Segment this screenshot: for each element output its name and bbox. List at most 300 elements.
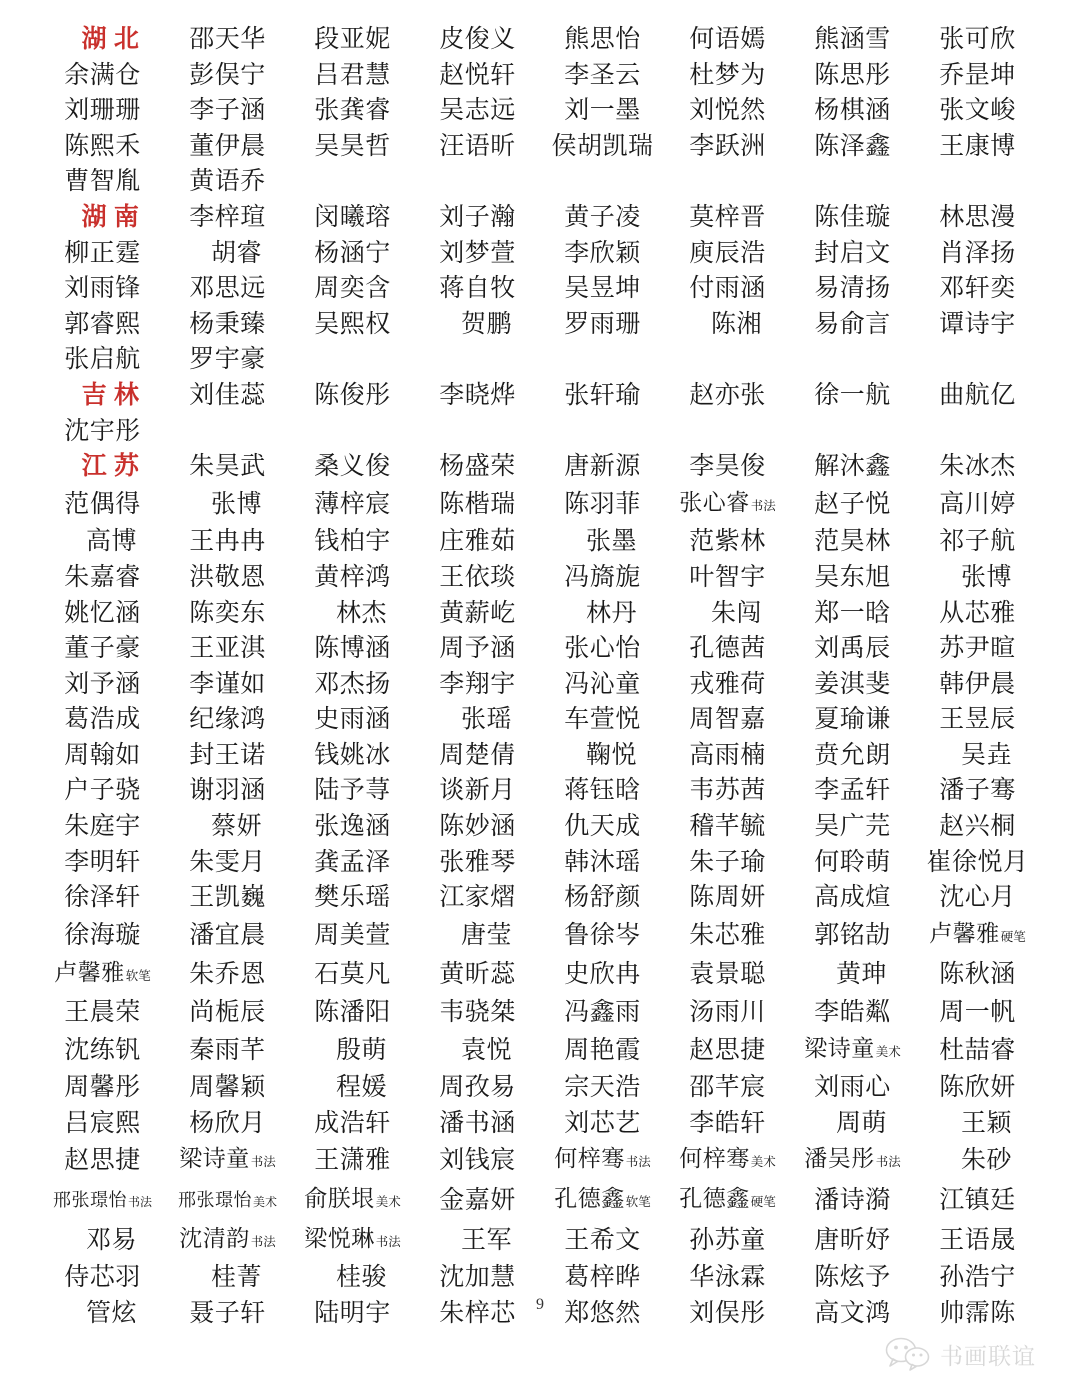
name-cell: 钱柏宇	[314, 528, 391, 556]
category-tag: 美术	[252, 1195, 277, 1209]
category-tag: 书法	[375, 1234, 401, 1249]
name-cell: 赵思捷	[64, 1147, 141, 1175]
name-cell: 张博	[960, 563, 1012, 591]
table-row	[40, 1260, 1040, 1296]
name-cell: 朱乔恩	[189, 961, 266, 989]
province-header: 江 苏	[81, 453, 140, 481]
name-cell: 鲁徐岑	[564, 921, 641, 949]
table-row	[40, 22, 1040, 58]
name-cell: 吴昱坤	[564, 275, 641, 303]
name-cell-annotated	[290, 1221, 415, 1261]
name-cell: 谢羽涵	[189, 777, 266, 805]
name-cell: 刘雨锋	[64, 275, 141, 303]
name-cell: 刘禹辰	[814, 635, 891, 663]
name-cell: 黄子凌	[564, 203, 641, 231]
table-row	[40, 414, 1040, 450]
table-row	[40, 995, 1040, 1031]
name-cell: 张瑶	[460, 706, 512, 734]
empty-cell	[915, 164, 1040, 200]
name-cell: 张心怡	[564, 635, 641, 663]
table-row	[40, 702, 1040, 738]
name-cell: 解沐鑫	[814, 453, 891, 481]
name-cell: 周萌	[835, 1109, 887, 1137]
name-cell: 朱冰杰	[939, 453, 1016, 481]
name-cell: 陈湘	[710, 310, 762, 338]
name-cell: 李子涵	[189, 97, 266, 125]
name-cell: 袁悦	[460, 1036, 512, 1064]
name-cell: 王语晟	[939, 1226, 1016, 1254]
name-cell: 潘子骞	[939, 777, 1016, 805]
category-tag: 书法	[750, 498, 776, 513]
name-cell: 沈加慧	[439, 1264, 516, 1292]
name-cell: 史雨涵	[314, 706, 391, 734]
name-cell: 吴志远	[439, 97, 516, 125]
name-cell: 易俞言	[814, 310, 891, 338]
name-cell: 李梓瑄	[189, 203, 266, 231]
name-cell: 曲航亿	[939, 381, 1016, 409]
name-cell: 周一帆	[939, 999, 1016, 1027]
name-cell: 石莫凡	[314, 961, 391, 989]
name-cell: 李晓烨	[439, 381, 516, 409]
person-name: 何梓骞	[679, 1146, 750, 1172]
name-cell: 王昱辰	[939, 706, 1016, 734]
name-cell: 刘子瀚	[439, 203, 516, 231]
person-name: 张心睿	[679, 489, 750, 515]
name-cell: 刘雨心	[814, 1074, 891, 1102]
name-cell-annotated	[40, 1181, 165, 1221]
name-cell: 高博	[85, 528, 137, 556]
table-row	[40, 845, 1040, 881]
name-cell: 郑悠然	[564, 1299, 641, 1327]
name-cell-annotated	[790, 1031, 915, 1071]
name-cell: 李皓粼	[814, 999, 891, 1027]
name-cell: 冯鑫雨	[564, 999, 641, 1027]
person-name: 邢张璟怡	[52, 1190, 127, 1210]
name-cell: 皮俊义	[439, 26, 516, 53]
name-cell: 朱闯	[710, 599, 762, 627]
name-cell: 胡睿	[210, 239, 262, 267]
name-cell: 姚忆涵	[64, 599, 141, 627]
name-cell: 王潇雅	[314, 1147, 391, 1175]
name-cell: 李孟轩	[814, 777, 891, 805]
name-cell: 李皓轩	[689, 1109, 766, 1137]
roster-body	[40, 22, 1040, 1331]
name-cell: 管炫	[85, 1299, 137, 1327]
name-cell: 邵芊宸	[689, 1074, 766, 1102]
name-cell: 冯沁童	[564, 670, 641, 698]
name-cell: 朱嘉睿	[64, 563, 141, 591]
name-cell: 孙浩宁	[939, 1264, 1016, 1292]
name-cell: 李昊俊	[689, 453, 766, 481]
name-cell: 庾辰浩	[689, 239, 766, 267]
name-cell: 吕宸熙	[64, 1109, 141, 1137]
name-cell: 朱芯雅	[689, 921, 766, 949]
name-cell-annotated	[165, 1141, 290, 1181]
name-cell: 王依琰	[439, 563, 516, 591]
name-cell-annotated	[540, 1181, 665, 1221]
name-cell: 夏瑜谦	[814, 706, 891, 734]
name-cell: 贲允朗	[814, 741, 891, 769]
name-cell: 林思漫	[939, 203, 1016, 231]
name-cell: 王颖	[960, 1109, 1012, 1137]
name-cell: 何聆萌	[814, 848, 891, 876]
empty-cell	[540, 414, 665, 450]
empty-cell	[540, 342, 665, 378]
name-cell: 何语嫣	[689, 26, 766, 53]
name-cell: 陈思彤	[814, 61, 891, 89]
name-cell: 邓思远	[189, 275, 266, 303]
name-cell: 张逸涵	[314, 813, 391, 841]
name-cell: 殷萌	[335, 1036, 387, 1064]
name-cell: 庄雅茹	[439, 528, 516, 556]
name-cell: 潘宜晨	[189, 921, 266, 949]
name-cell: 李明轩	[64, 848, 141, 876]
person-name: 沈清韵	[179, 1225, 250, 1251]
name-cell: 苏尹暄	[939, 635, 1016, 663]
person-name: 何梓骞	[554, 1146, 625, 1172]
name-cell: 李圣云	[564, 61, 641, 89]
category-tag: 软笔	[125, 969, 151, 984]
name-cell: 封启文	[814, 239, 891, 267]
name-cell: 郑一晗	[814, 599, 891, 627]
name-cell: 刘梦萱	[439, 239, 516, 267]
name-cell: 杨棋涵	[814, 97, 891, 125]
name-cell: 刘一墨	[564, 97, 641, 125]
name-cell: 李谨如	[189, 670, 266, 698]
person-name: 孔德鑫	[679, 1186, 750, 1211]
name-cell: 莫梓晋	[689, 203, 766, 231]
empty-cell	[415, 164, 540, 200]
name-cell: 董伊晨	[189, 132, 266, 160]
name-cell: 鞠悦	[585, 741, 637, 769]
name-cell: 吴东旭	[814, 563, 891, 591]
name-cell: 朱昊武	[189, 453, 266, 481]
name-cell: 郭睿熙	[64, 310, 141, 338]
name-cell: 刘予涵	[64, 670, 141, 698]
name-cell: 吴广芫	[814, 813, 891, 841]
empty-cell	[790, 164, 915, 200]
name-cell: 林杰	[335, 599, 387, 627]
name-cell: 周翰如	[64, 741, 141, 769]
name-cell: 侍芯羽	[64, 1264, 141, 1292]
person-name: 梁诗童	[804, 1035, 875, 1061]
name-cell: 赵兴桐	[939, 813, 1016, 841]
table-row	[40, 524, 1040, 560]
name-cell: 曹智胤	[64, 168, 141, 196]
name-cell: 沈练钒	[64, 1036, 141, 1064]
name-cell-annotated	[40, 955, 165, 995]
category-tag: 硬笔	[1000, 929, 1026, 944]
table-row	[40, 271, 1040, 307]
name-cell-annotated	[290, 1181, 415, 1221]
table-row	[40, 378, 1040, 414]
name-cell-annotated	[665, 1141, 790, 1181]
name-cell: 朱梓芯	[439, 1299, 516, 1327]
name-cell: 秦雨芊	[189, 1036, 266, 1064]
empty-cell	[790, 414, 915, 450]
name-cell: 赵思捷	[689, 1036, 766, 1064]
name-cell: 高文鸿	[814, 1299, 891, 1327]
name-cell: 吴垚	[960, 741, 1012, 769]
name-cell: 潘诗漪	[814, 1187, 891, 1214]
table-row	[40, 773, 1040, 809]
name-cell: 杨欣月	[189, 1109, 266, 1137]
name-cell: 沈宇彤	[64, 417, 141, 445]
name-cell: 杨舒颜	[564, 884, 641, 912]
name-cell: 姜淇斐	[814, 670, 891, 698]
table-row	[40, 880, 1040, 916]
table-row	[40, 631, 1040, 667]
name-cell: 韦骁桀	[439, 999, 516, 1027]
name-cell: 王希文	[564, 1226, 641, 1254]
province-header: 湖 南	[81, 203, 140, 231]
name-cell: 付雨涵	[689, 275, 766, 303]
name-cell: 陈佳璇	[814, 203, 891, 231]
name-cell: 高成煊	[814, 884, 891, 912]
empty-cell	[665, 164, 790, 200]
name-cell: 陈欣妍	[939, 1074, 1016, 1102]
name-cell: 王晨荣	[64, 999, 141, 1027]
name-cell: 陈博涵	[314, 635, 391, 663]
province-header: 吉 林	[81, 381, 140, 409]
name-roster-table	[40, 22, 1040, 1331]
name-cell: 宗天浩	[564, 1074, 641, 1102]
name-cell: 范偶得	[64, 490, 141, 518]
name-cell: 朱砂	[960, 1147, 1012, 1175]
empty-cell	[915, 414, 1040, 450]
name-cell: 谭诗宇	[939, 310, 1016, 338]
category-tag: 书法	[127, 1195, 152, 1209]
name-cell: 华泳霖	[689, 1264, 766, 1292]
table-row	[40, 738, 1040, 774]
name-cell: 徐泽轩	[64, 884, 141, 912]
name-cell: 汤雨川	[689, 999, 766, 1027]
name-cell: 赵悦轩	[439, 61, 516, 89]
name-cell: 封王诺	[189, 741, 266, 769]
name-cell: 黄珅	[835, 961, 887, 989]
name-cell-annotated	[665, 485, 790, 525]
empty-cell	[790, 342, 915, 378]
name-cell: 韩沐瑶	[564, 848, 641, 876]
name-cell-annotated	[165, 1221, 290, 1261]
name-cell: 侯胡凯瑞	[551, 132, 654, 160]
table-row	[40, 342, 1040, 378]
name-cell: 薄梓宸	[314, 490, 391, 518]
name-cell-annotated	[915, 916, 1040, 956]
name-cell: 袁景聪	[689, 961, 766, 989]
name-cell: 郭铭劼	[814, 921, 891, 949]
name-cell: 李翔宇	[439, 670, 516, 698]
table-row	[40, 307, 1040, 343]
name-cell: 陈潘阳	[314, 999, 391, 1027]
name-cell: 杜梦为	[689, 61, 766, 89]
name-cell: 周予涵	[439, 635, 516, 663]
name-cell: 邵天华	[189, 26, 266, 53]
name-cell: 陈俊彤	[314, 381, 391, 409]
name-cell: 周艳霞	[564, 1036, 641, 1064]
name-cell: 叶智宇	[689, 563, 766, 591]
name-cell: 吕君慧	[314, 61, 391, 89]
name-cell: 周美萱	[314, 921, 391, 949]
name-cell: 成浩轩	[314, 1109, 391, 1137]
name-cell: 罗雨珊	[564, 310, 641, 338]
name-cell: 贺鹏	[460, 310, 512, 338]
name-cell: 江镇廷	[939, 1187, 1016, 1214]
name-cell: 范昊林	[814, 528, 891, 556]
name-cell: 孙苏童	[689, 1226, 766, 1254]
name-cell: 柳正霆	[64, 239, 141, 267]
name-cell: 黄薪屹	[439, 599, 516, 627]
name-cell: 张可欣	[939, 26, 1016, 53]
name-cell: 纪缘鸿	[189, 706, 266, 734]
table-row	[40, 485, 1040, 525]
name-cell: 吴熙权	[314, 310, 391, 338]
empty-cell	[915, 342, 1040, 378]
table-row	[40, 93, 1040, 129]
category-tag: 书法	[250, 1155, 276, 1170]
name-cell: 车萱悦	[564, 706, 641, 734]
category-tag: 美术	[875, 1044, 901, 1059]
name-cell-annotated	[540, 1141, 665, 1181]
name-cell: 徐一航	[814, 381, 891, 409]
name-cell: 闵曦瑢	[314, 203, 391, 231]
name-cell: 聂子轩	[189, 1299, 266, 1327]
name-cell: 高雨楠	[689, 741, 766, 769]
name-cell: 徐海璇	[64, 921, 141, 949]
name-cell: 范紫林	[689, 528, 766, 556]
table-row	[40, 955, 1040, 995]
person-name: 孔德鑫	[554, 1186, 625, 1211]
name-cell: 刘钱宸	[439, 1147, 516, 1175]
name-cell: 陈妙涵	[439, 813, 516, 841]
table-row	[40, 164, 1040, 200]
name-cell: 刘佳蕊	[189, 381, 266, 409]
name-cell: 刘悦然	[689, 97, 766, 125]
table-row	[40, 58, 1040, 94]
empty-cell	[540, 164, 665, 200]
name-cell: 陈熙禾	[64, 132, 141, 160]
name-cell: 桂菁	[210, 1264, 262, 1292]
name-cell: 周孜易	[439, 1074, 516, 1102]
person-name: 梁诗童	[179, 1146, 250, 1172]
name-cell: 朱庭宇	[64, 813, 141, 841]
name-cell: 李欣颖	[564, 239, 641, 267]
name-cell: 黄梓鸿	[314, 563, 391, 591]
name-cell: 冯旖旎	[564, 563, 641, 591]
name-cell: 吴昊哲	[314, 132, 391, 160]
name-cell: 韩伊晨	[939, 670, 1016, 698]
category-tag: 软笔	[625, 1195, 651, 1209]
name-cell: 洪敬恩	[189, 563, 266, 591]
name-cell: 周智嘉	[689, 706, 766, 734]
name-cell: 陆明宇	[314, 1299, 391, 1327]
name-cell: 唐莹	[460, 921, 512, 949]
name-cell: 朱雯月	[189, 848, 266, 876]
name-cell: 周奕含	[314, 275, 391, 303]
table-row	[40, 129, 1040, 165]
category-tag: 书法	[250, 1234, 276, 1249]
name-cell: 段亚妮	[314, 26, 391, 53]
name-cell: 刘珊珊	[64, 97, 141, 125]
empty-cell	[665, 414, 790, 450]
name-cell: 孔德茜	[689, 635, 766, 663]
empty-cell	[665, 342, 790, 378]
empty-cell	[290, 164, 415, 200]
name-cell: 张雅琴	[439, 848, 516, 876]
person-name: 潘吴彤	[804, 1146, 875, 1172]
name-cell: 从芯雅	[939, 599, 1016, 627]
name-cell: 张轩瑜	[564, 381, 641, 409]
name-cell: 王冉冉	[189, 528, 266, 556]
category-tag: 书法	[875, 1155, 901, 1170]
name-cell: 稽芊毓	[689, 813, 766, 841]
person-name: 梁悦琳	[304, 1225, 375, 1251]
name-cell: 谈新月	[439, 777, 516, 805]
table-row	[40, 1181, 1040, 1221]
table-row	[40, 809, 1040, 845]
person-name: 卢馨雅	[54, 960, 125, 986]
name-cell: 陈奕东	[189, 599, 266, 627]
table-row	[40, 1070, 1040, 1106]
name-cell: 祁子航	[939, 528, 1016, 556]
name-cell: 金嘉妍	[439, 1187, 516, 1214]
province-header: 湖 北	[81, 26, 140, 53]
name-cell: 邓杰扬	[314, 670, 391, 698]
table-row	[40, 560, 1040, 596]
table-row	[40, 236, 1040, 272]
name-cell: 张启航	[64, 346, 141, 374]
category-tag: 书法	[625, 1155, 651, 1170]
category-tag: 美术	[750, 1155, 776, 1170]
name-cell: 葛浩成	[64, 706, 141, 734]
empty-cell	[290, 342, 415, 378]
name-cell: 汪语昕	[439, 132, 516, 160]
name-cell: 陈周妍	[689, 884, 766, 912]
name-cell: 肖泽扬	[939, 239, 1016, 267]
name-cell: 朱子瑜	[689, 848, 766, 876]
name-cell: 高川婷	[939, 490, 1016, 518]
name-cell: 林丹	[585, 599, 637, 627]
name-cell: 黄昕蕊	[439, 961, 516, 989]
name-cell: 陆予荨	[314, 777, 391, 805]
table-row	[40, 1106, 1040, 1142]
name-cell: 龚孟泽	[314, 848, 391, 876]
name-cell: 葛梓晔	[564, 1264, 641, 1292]
name-cell: 熊涵雪	[814, 26, 891, 53]
name-cell: 王亚淇	[189, 635, 266, 663]
name-cell: 余满仓	[64, 61, 141, 89]
name-cell: 赵亦张	[689, 381, 766, 409]
table-row	[40, 1141, 1040, 1181]
name-cell: 罗宇豪	[189, 346, 266, 374]
person-name: 邢张璟怡	[177, 1190, 252, 1210]
name-cell: 杨盛荣	[439, 453, 516, 481]
empty-cell	[415, 342, 540, 378]
table-row	[40, 1031, 1040, 1071]
name-cell: 钱姚冰	[314, 741, 391, 769]
table-row	[40, 449, 1040, 485]
name-cell: 桂骏	[335, 1264, 387, 1292]
name-cell: 杨秉臻	[189, 310, 266, 338]
name-cell: 黄语乔	[189, 168, 266, 196]
name-cell: 周楚倩	[439, 741, 516, 769]
table-row	[40, 200, 1040, 236]
name-cell: 李跃洲	[689, 132, 766, 160]
table-row	[40, 916, 1040, 956]
name-cell: 樊乐瑶	[314, 884, 391, 912]
name-cell-annotated	[165, 1181, 290, 1221]
name-cell-annotated	[790, 1141, 915, 1181]
